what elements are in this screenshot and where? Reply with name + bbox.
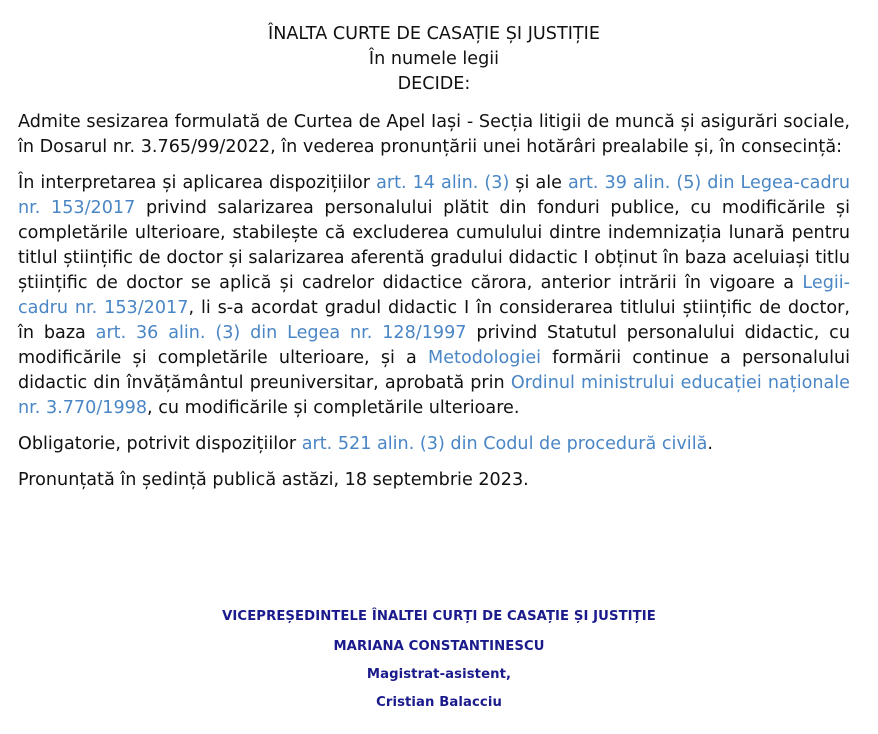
text-segment: privind salarizarea personalului plătit din fonduri publice, cu modificările și completările ulterioare, stabilește că excluderea cumulului dintre indemnizația lunară pentru titlul științific de doctor și salarizarea aferentă gradului didactic I obținut în baza aceluiași titlu științific de doctor se aplică și cadrelor didactice cărora, anterior intrării în vigoare a [18,198,850,293]
link-art-14[interactable]: art. 14 alin. (3) [376,173,510,193]
signature-name: MARIANA CONSTANTINESCU [333,639,545,654]
text-segment: , li s-a acordat gradul didactic I în considerarea titlului științific de doctor, în baza [18,298,850,343]
text-segment: . [707,434,713,454]
link-metodologiei[interactable]: Metodologiei [428,348,542,368]
assistant-role: Magistrat-asistent, [366,667,512,682]
paragraph-mandatory [18,432,850,457]
paragraph-admission [18,110,850,160]
paragraph-pronounced-text: Pronunțată în ședință publică astăzi, 18 septembrie 2023. [18,470,529,490]
link-art-39-lege-153-2017[interactable]: art. 39 alin. (5) din Legea-cadru nr. 153/2017 [18,173,850,218]
text-segment: Obligatorie, potrivit dispozițiilor [18,434,302,454]
paragraph-admission-text: Admite sesizarea formulată de Curtea de Apel Iași - Secția litigii de muncă și asigurări sociale, în Dosarul nr. 3.765/99/2022, în vederea pronunțării unei hotărâri prealabile și, în consecință: [18,112,850,157]
text-segment: , cu modificările și completările ulterioare. [147,398,520,418]
signature-role: VICEPREȘEDINTELE ÎNALTEI CURȚI DE CASAȚIE ȘI JUSTIȚIE [222,609,656,624]
assistant-name: Cristian Balacciu [376,695,502,710]
text-segment: privind Statutul personalului didactic, cu modificările și completările ulterioare, și a [18,323,850,368]
link-ordinul-3770-1998[interactable]: Ordinul ministrului educației naționale nr. 3.770/1998 [18,373,850,418]
link-art-521-cod-procedura[interactable]: art. 521 alin. (3) din Codul de procedură civilă [301,434,708,454]
decides-heading: DECIDE: [397,74,471,94]
text-segment: formării continue a personalului didactic din învățământul preuniversitar, aprobată prin [18,348,850,393]
text-segment: și ale [509,173,568,193]
paragraph-interpretation [18,171,850,421]
document-header [18,22,850,97]
link-art-36-lege-128-1997[interactable]: art. 36 alin. (3) din Legea nr. 128/1997 [95,323,467,343]
court-title: ÎNALTA CURTE DE CASAȚIE ȘI JUSTIȚIE [268,24,600,44]
text-segment: În interpretarea și aplicarea dispozițiilor [18,173,377,193]
link-legii-cadru-153-2017[interactable]: Legii-cadru nr. 153/2017 [18,273,850,318]
paragraph-pronounced [18,468,850,493]
in-the-name-of-law: În numele legii [368,49,500,69]
